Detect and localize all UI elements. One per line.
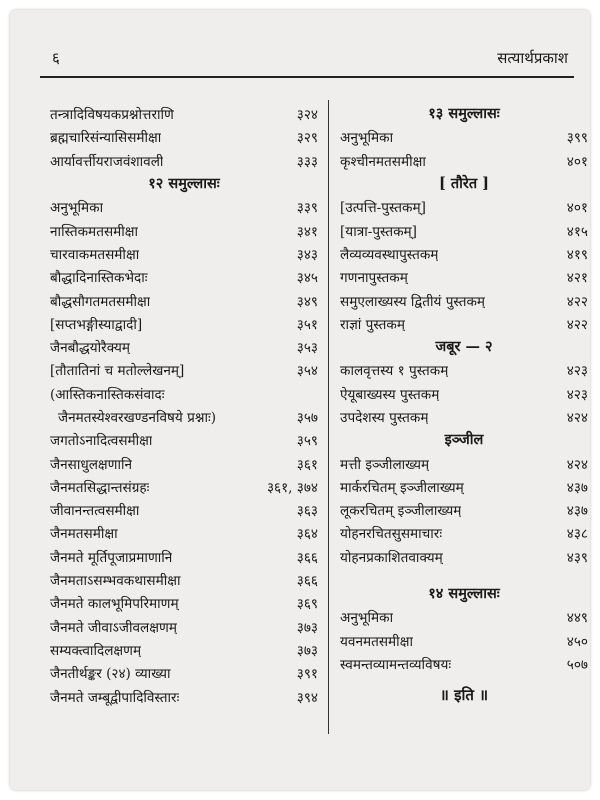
contents-entry: [340, 312, 588, 335]
page-number: ६: [52, 49, 60, 67]
entry-title: (आस्तिकनास्तिकसंवादः: [50, 386, 165, 403]
contents-entry: [340, 605, 588, 628]
contents-entry: [50, 382, 318, 405]
contents-entry: [50, 265, 318, 288]
entry-page: ३२४: [296, 107, 318, 124]
entry-title: कृश्चीनमतसमीक्षा: [340, 153, 426, 170]
entry-title: मार्करचितम् इञ्जीलाख्यम्: [340, 479, 464, 496]
entry-page: ४३९: [566, 549, 588, 566]
section-heading: [ तौरेत ]: [438, 174, 490, 192]
header-rule: [40, 76, 574, 78]
entry-page: ३३९: [296, 200, 318, 217]
entry-page: ३९४: [296, 689, 318, 706]
section-heading: १२ समुल्लासः: [148, 174, 220, 192]
contents-entry: [50, 288, 318, 311]
entry-page: ३६६: [296, 549, 318, 566]
entry-page: ४१५: [566, 223, 588, 240]
entry-page: ३६१, ३७४: [266, 479, 318, 496]
entry-title: जैनमताऽसम्भवकथासमीक्षा: [50, 573, 181, 590]
contents-entry: [50, 102, 318, 125]
contents-entry: [50, 335, 318, 358]
entry-page: ४१९: [566, 246, 588, 263]
entry-page: ३२९: [296, 130, 318, 147]
contents-entry: [340, 451, 588, 474]
contents-entry: [50, 125, 318, 148]
contents-entry: [50, 428, 318, 451]
entry-page: ३४५: [296, 270, 318, 287]
section-heading: १३ समुल्लासः: [428, 105, 500, 122]
entry-page: ३९९: [566, 130, 588, 147]
entry-title: ब्रह्मचारिसंन्यासिसमीक्षा: [50, 130, 162, 147]
entry-page: ३५३: [296, 340, 318, 357]
contents-entry: [340, 125, 588, 148]
entry-page: ३७३: [296, 642, 318, 659]
contents-entry: [50, 405, 318, 428]
entry-page: ४२२: [566, 316, 588, 333]
entry-page: ५०७: [566, 656, 588, 673]
entry-title: यवनमतसमीक्षा: [340, 633, 413, 650]
column-divider: [328, 100, 329, 734]
section-heading: १४ समुल्लासः: [428, 584, 500, 602]
book-page: [10, 10, 590, 790]
entry-title: जीवानन्तत्वसमीक्षा: [50, 503, 140, 520]
contents-entry: [50, 451, 318, 474]
entry-title: जगतोऽनादित्वसमीक्षा: [50, 433, 153, 450]
entry-page: ४३७: [566, 479, 588, 496]
entry-page: ३५१: [296, 316, 318, 333]
entry-title: नास्तिकमतसमीक्षा: [50, 223, 139, 240]
entry-page: ४२३: [566, 363, 588, 380]
contents-entry: [50, 545, 318, 568]
entry-title: गणनापुस्तकम्: [340, 270, 408, 287]
contents-entry: [50, 638, 318, 661]
entry-title: योहनरचितसुसमाचारः: [340, 526, 443, 543]
entry-page: ३६१: [296, 456, 318, 473]
contents-entry: [340, 195, 588, 218]
entry-page: ४२४: [566, 410, 588, 426]
contents-entry: [340, 498, 588, 521]
entry-title: जैनमते मूर्तिपूजाप्रमाणानि: [50, 549, 173, 566]
entry-title: जैनमतसिद्धान्तसंग्रहः: [50, 479, 150, 496]
entry-page: ४५०: [566, 633, 588, 650]
entry-title: [सप्तभङ्गीस्याद्वादी]: [50, 316, 143, 333]
entry-page: ४०१: [566, 200, 588, 217]
entry-page: ३५९: [296, 433, 318, 450]
entry-title: जैनमते जीवाऽजीवलक्षणम्: [50, 619, 177, 636]
contents-entry: [340, 265, 588, 288]
contents-entry: [340, 218, 588, 241]
entry-title: स्वमन्तव्यामन्तव्यविषयः: [340, 656, 452, 673]
entry-title: जैनमतस्येश्वरखण्डनविषये प्रश्नाः): [58, 410, 217, 426]
contents-entry: [50, 475, 318, 498]
contents-entry: [50, 568, 318, 591]
entry-title: ऐयूबाख्यस्य पुस्तकम्: [340, 386, 440, 403]
entry-title: आर्यावर्त्तीयराजवंशावली: [50, 153, 164, 170]
entry-page: ४३८: [566, 526, 588, 543]
entry-page: ३९१: [296, 666, 318, 683]
contents-entry: [340, 242, 588, 265]
entry-page: ४३७: [566, 503, 588, 520]
entry-title: जैनमते जम्बूद्वीपादिविस्तारः: [50, 689, 180, 706]
entry-title: जैनमते कालभूमिपरिमाणम्: [50, 596, 179, 613]
entry-title: जैनमतसमीक्षा: [50, 526, 118, 543]
entry-page: ३६६: [296, 573, 318, 590]
entry-title: लैव्यव्यवस्थापुस्तकम्: [340, 246, 439, 263]
section-heading: इञ्जील: [444, 431, 484, 449]
entry-page: ३४३: [296, 246, 318, 263]
entry-page: ४०१: [566, 153, 588, 170]
contents-entry: [340, 358, 588, 381]
entry-page: ४२२: [566, 293, 588, 310]
entry-title: राज्ञां पुस्तकम्: [340, 316, 405, 333]
contents-entry: [50, 615, 318, 638]
entry-page: ३५७: [296, 410, 318, 426]
entry-title: लूकरचितम् इञ्जीलाख्यम्: [340, 503, 462, 520]
entry-title: बौद्धसौगतमतसमीक्षा: [50, 293, 151, 310]
contents-entry: [50, 149, 318, 172]
contents-entry: [50, 242, 318, 265]
entry-title: मत्ती इञ्जीलाख्यम्: [340, 456, 430, 473]
contents-entry: [340, 521, 588, 544]
entry-page: ४२३: [566, 386, 588, 403]
running-title: सत्यार्थप्रकाश: [497, 49, 568, 67]
entry-title: तन्त्रादिविषयकप्रश्नोत्तराणि: [50, 107, 174, 124]
contents-entry: [50, 521, 318, 544]
entry-title: कालवृत्तस्य १ पुस्तकम्: [340, 363, 449, 380]
contents-entry: [50, 498, 318, 521]
contents-entry: [340, 149, 588, 172]
contents-entry: [50, 195, 318, 218]
entry-title: बौद्धादिनास्तिकभेदाः: [50, 270, 148, 287]
entry-title: अनुभूमिका: [50, 200, 104, 217]
contents-entry: [50, 684, 318, 707]
entry-title: योहनप्रकाशितवाक्यम्: [340, 549, 443, 566]
contents-entry: [340, 405, 588, 428]
entry-title: जैनतीर्थङ्कर (२४) व्याख्या: [50, 666, 171, 683]
entry-page: ४४९: [566, 610, 588, 627]
entry-title: [तौतातिनां च मतोल्लेखनम्]: [50, 363, 185, 380]
contents-entry: [50, 312, 318, 335]
entry-title: [यात्रा-पुस्तकम्]: [340, 223, 417, 240]
contents-entry: [50, 591, 318, 614]
entry-title: जैनसाधुलक्षणानि: [50, 456, 133, 473]
entry-title: सम्यक्त्वादिलक्षणम्: [50, 642, 142, 659]
contents-entry: [340, 475, 588, 498]
entry-page: ३३३: [296, 153, 318, 170]
entry-page: ३४१: [296, 223, 318, 240]
entry-page: ३७३: [296, 619, 318, 636]
entry-title: अनुभूमिका: [340, 610, 394, 627]
entry-page: ३६३: [296, 503, 318, 520]
entry-title: चारवाकमतसमीक्षा: [50, 246, 140, 263]
entry-page: ३४९: [296, 293, 318, 310]
contents-left-column: [50, 102, 318, 708]
entry-title: [उत्पत्ति-पुस्तकम्]: [340, 200, 426, 217]
contents-entry: [50, 661, 318, 684]
contents-entry: [340, 652, 588, 675]
entry-title: उपदेशस्य पुस्तकम्: [340, 410, 429, 426]
entry-title: जैनबौद्धयोरैक्यम्: [50, 340, 131, 357]
entry-title: समुएलाख्यस्य द्वितीयं पुस्तकम्: [340, 293, 486, 310]
section-spacer: [340, 568, 588, 582]
entry-page: ४२४: [566, 456, 588, 473]
contents-entry: [50, 358, 318, 381]
entry-title: अनुभूमिका: [340, 130, 394, 147]
contents-entry: [340, 629, 588, 652]
contents-entry: [50, 218, 318, 241]
contents-right-column: [340, 102, 588, 705]
contents-entry: [340, 545, 588, 568]
entry-page: ३५४: [296, 363, 318, 380]
entry-page: ४२१: [566, 270, 588, 287]
entry-page: ३६९: [296, 596, 318, 613]
finis-mark: ॥ इति ॥: [439, 686, 489, 705]
section-heading: जबूर — २: [435, 337, 493, 355]
contents-entry: [340, 382, 588, 405]
contents-entry: [340, 288, 588, 311]
entry-page: ३६४: [296, 526, 318, 543]
